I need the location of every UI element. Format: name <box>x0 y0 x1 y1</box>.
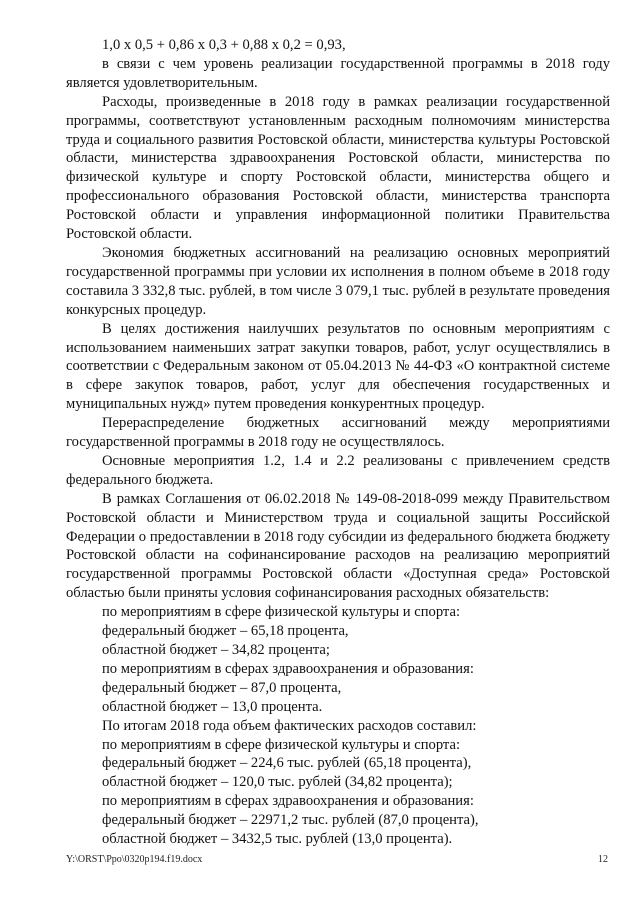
list-item: областной бюджет – 120,0 тыс. рублей (34,82 процента); <box>102 774 453 791</box>
list-item: федеральный бюджет – 87,0 процента, <box>102 679 342 696</box>
footer-file-path: Y:\ORST\Ppo\0320p194.f19.docx <box>66 854 203 865</box>
list-item: областной бюджет – 34,82 процента; <box>102 642 330 658</box>
list-item: по мероприятиям в сфере физической культуры и спорта: <box>102 736 461 753</box>
list-item: федеральный бюджет – 22971,2 тыс. рублей (87,0 процента), <box>102 812 479 829</box>
page-number: 12 <box>598 854 608 865</box>
paragraph-reallocation: Перераспределение бюджетных ассигнований между мероприятиями государственной программы в 2018 году не осуществлялось. <box>66 415 610 451</box>
list-item: по мероприятиям в сфере физической культуры и спорта: <box>102 604 461 621</box>
document-body <box>66 36 610 849</box>
list-item: областной бюджет – 13,0 процента. <box>102 698 323 715</box>
list-item: областной бюджет – 3432,5 тыс. рублей (13,0 процента). <box>102 831 453 848</box>
paragraph-procurement: В целях достижения наилучших результатов по основным мероприятиям с использованием наименьших затрат закупки товаров, работ, услуг осуществлялись в соответствии с Федеральным законом от 05.04.2013 № 44-ФЗ «О контрактной системе в сфере закупок товаров, работ, услуг для обеспечения государственных и муниципальных нужд» путем проведения конкурентных процедур. <box>66 320 610 413</box>
paragraph-expenses: Расходы, произведенные в 2018 году в рамках реализации государственной программы, соответствуют установленным расходным полномочиям министерства труда и социального развития Ростовской области, министерства культуры Ростовской области, министерства здравоохранения Ростовской области, министерства по физической культуре и спорту Ростовской области, министерства общего и профессионального образования Ростовской области, министерства транспорта Ростовской области и управления информационной политики Правительства Ростовской области. <box>66 93 610 243</box>
list-item: федеральный бюджет – 224,6 тыс. рублей (65,18 процента), <box>102 755 472 772</box>
paragraph-federal-funds: Основные мероприятия 1.2, 1.4 и 2.2 реализованы с привлечением средств федерального бюджета. <box>66 452 610 488</box>
paragraph-agreement: В рамках Соглашения от 06.02.2018 № 149-08-2018-099 между Правительством Ростовской области и Министерством труда и социальной защиты Российской Федерации о предоставлении в 2018 году субсидии из федерального бюджета бюджету Ростовской области на софинансирование расходов на реализацию мероприятий государственной программы Ростовской области «Доступная среда» Ростовской областью были приняты условия софинансирования расходных обязательств: <box>66 490 610 602</box>
list-item: федеральный бюджет – 65,18 процента, <box>102 623 349 640</box>
formula-line: 1,0 x 0,5 + 0,86 x 0,3 + 0,88 x 0,2 = 0,93, <box>102 37 346 53</box>
paragraph-savings: Экономия бюджетных ассигнований на реализацию основных мероприятий государственной программы при условии их исполнения в полном объеме в 2018 году составила 3 332,8 тыс. рублей, в том числе 3 079,1 тыс. рублей в результате проведения конкурсных процедур. <box>66 244 610 318</box>
paragraph-conclusion: в связи с чем уровень реализации государственной программы в 2018 году является удовлетворительным. <box>66 55 610 91</box>
list-item: по мероприятиям в сферах здравоохранения и образования: <box>102 793 474 810</box>
list-item: По итогам 2018 года объем фактических расходов составил: <box>102 717 477 734</box>
list-item: по мероприятиям в сферах здравоохранения и образования: <box>102 660 474 677</box>
